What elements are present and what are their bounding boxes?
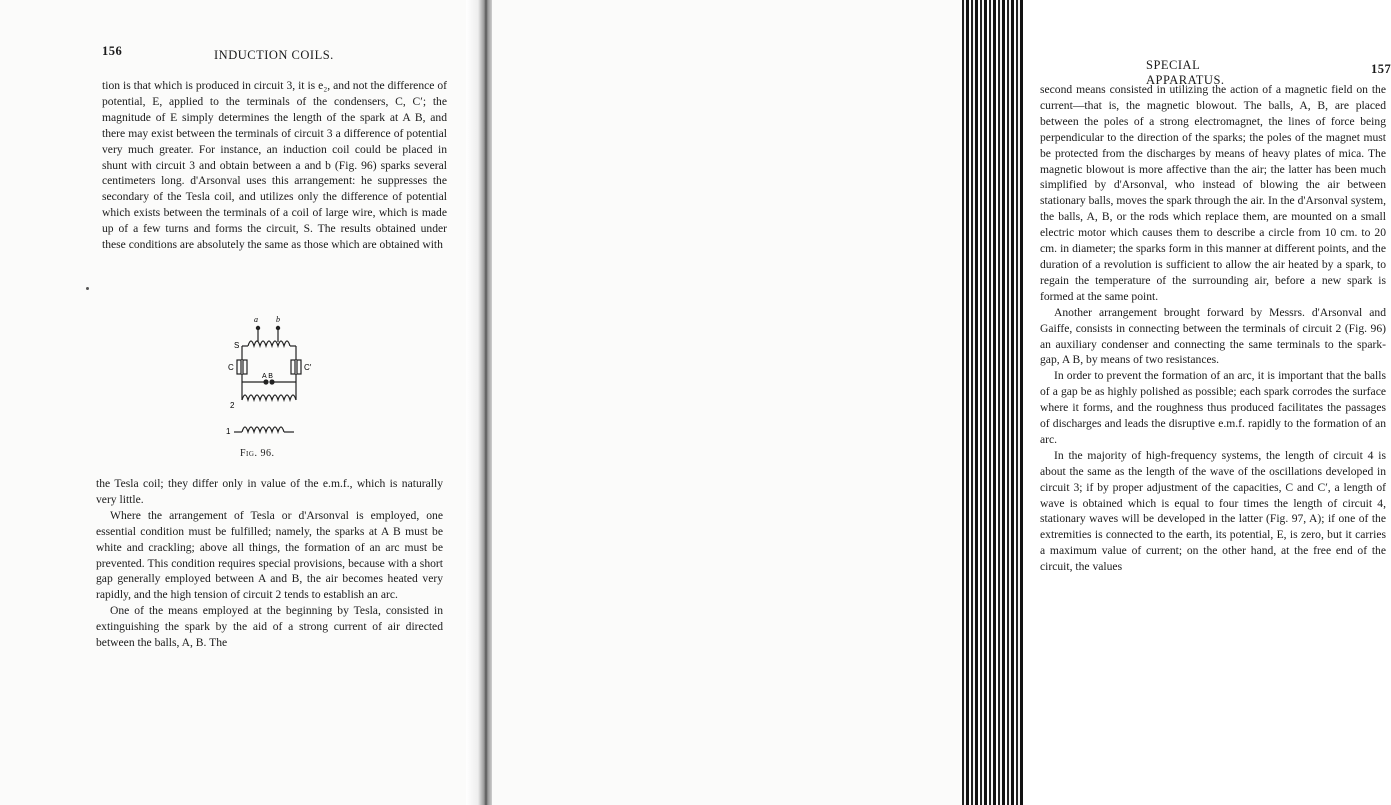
paragraph: the Tesla coil; they differ only in value of the e.m.f., which is naturally very little.: [96, 477, 443, 506]
figure-caption: Fig. 96.: [240, 448, 275, 459]
label-c: C: [228, 363, 234, 372]
label-c-prime: C′: [304, 363, 312, 372]
paragraph: Where the arrangement of Tesla or d'Arsonval is employed, one essential condition must be fulfilled; namely, the sparks at A B must be white and crackling; above all things, the formation of an arc must be prevented. This condition requires special provisions, because with a short gap generally employed between A and B, the air becomes heated very rapidly, and the high tension of circuit 2 tends to establish an arc.: [96, 508, 443, 602]
paragraph: second means consisted in utilizing the action of a magnetic field on the current—that is, the magnetic blowout. The balls, A, B, are placed between the poles of a strong electromagnet, the lines of force being perpendicular to the direction of the sparks; the poles of the magnet must be protected from the discharges by means of heavy plates of mica. The magnetic blowout is more affective than the air; the latter has been much simplified by d'Arsonval, who instead of blowing the air between stationary balls, moves the spark through the air. In the d'Arsonval system, the balls, A, B, or the rods which replace them, are mounted on a small electric motor which causes them to describe a circle from 10 cm. to 20 cm. in diameter; the sparks form in this manner at different points, and the duration of a revolution is sufficient to allow the air heated by a spark, to regain the temperature of the surrounding air, before a new spark is formed at the same point.: [1040, 83, 1386, 303]
label-2: 2: [230, 401, 235, 410]
label-ab: A B: [262, 373, 273, 380]
paragraph: In order to prevent the formation of an arc, it is important that the balls of a gap be as highly polished as possible; each spark corrodes the surface where it forms, and the roughness thus produced facilitates the passages of discharges and leads the disruptive e.m.f. rapidly to the formation of an arc.: [1040, 369, 1386, 446]
left-text-top: [102, 78, 447, 253]
paragraph: Another arrangement brought forward by Messrs. d'Arsonval and Gaiffe, consists in connecting between the terminals of circuit 2 (Fig. 96) an auxiliary condenser and connecting the same terminals to the spark-gap, A B, by means of two resistances.: [1040, 305, 1386, 367]
paragraph: tion is that which is produced in circuit 3, it is e₂, and not the difference of potential, E, applied to the terminals of the condensers, C, C′; the magnitude of E simply determines the length of the spark at A B, and there may exist between the terminals of circuit 3 a difference of potential very much greater. For instance, an induction coil could be placed in shunt with circuit 3 and obtain between a and b (Fig. 96) sparks several centimeters long. d'Arsonval uses this arrangement: he suppresses the secondary of the Tesla coil, and utilizes only the difference of potential which exists between the terminals of a coil of large wire, which is made up of a few turns and forms the circuit, S. The results obtained under these conditions are absolutely the same as those which are obtained with: [102, 79, 447, 252]
label-b: b: [276, 315, 280, 324]
right-text: [1040, 82, 1386, 575]
right-page-edge: [960, 0, 1024, 805]
left-text-bottom: [96, 476, 443, 651]
left-running-head: INDUCTION COILS.: [214, 48, 334, 62]
right-running-head: SPECIAL APPARATUS.: [1146, 58, 1225, 87]
label-s: S: [234, 341, 240, 350]
paragraph: In the majority of high-frequency systems, the length of circuit 4 is about the same as the length of the wave of the oscillations developed in circuit 3; if by proper adjustment of the capacities, C and C′, a length of wave is obtained which is equal to four times the length of circuit 4, stationary waves will be developed in the latter (Fig. 97, A); if one of the extremities is connected to the earth, its potential, E, is zero, but it carries a maximum value of current; on the other hand, at the free end of the circuit, the values: [1040, 448, 1386, 574]
print-speck: [86, 287, 89, 290]
label-1: 1: [226, 427, 231, 436]
label-a: a: [254, 315, 258, 324]
paragraph: One of the means employed at the beginning by Tesla, consisted in extinguishing the spark by the aid of a strong current of air directed between the balls, A, B. The: [96, 604, 443, 650]
left-page-number: 156: [102, 44, 123, 58]
left-page: [0, 0, 486, 805]
right-page-number: 157: [1371, 62, 1391, 76]
right-page: [492, 0, 1391, 805]
circuit-diagram: [220, 312, 320, 462]
